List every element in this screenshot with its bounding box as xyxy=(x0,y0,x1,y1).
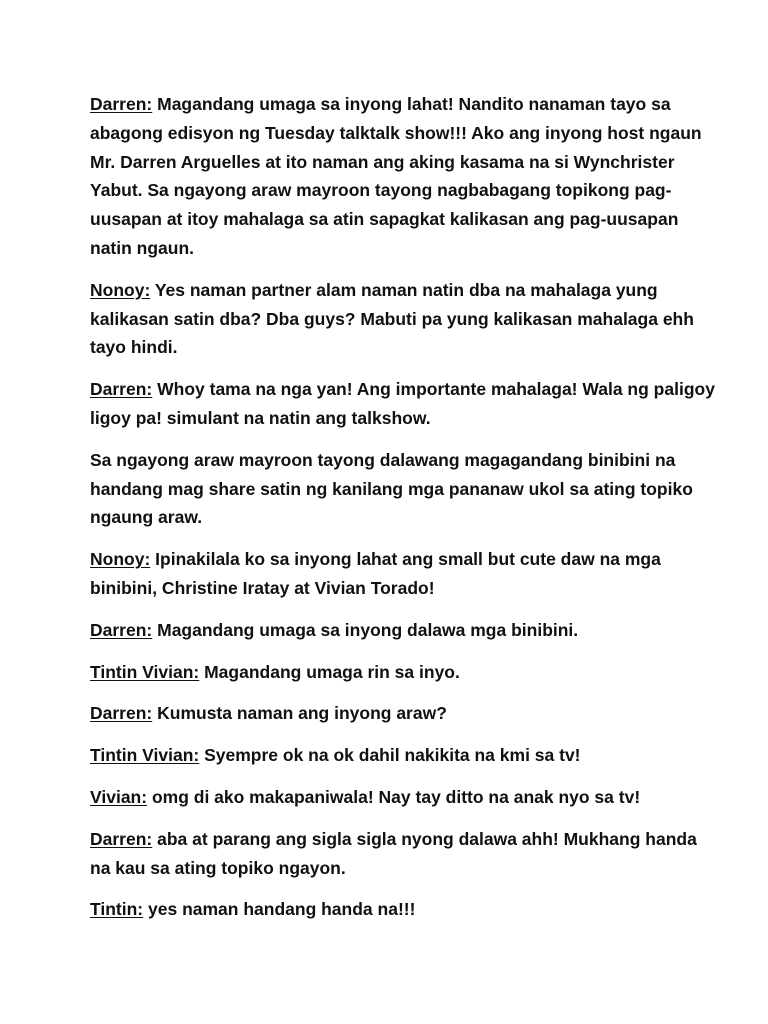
dialogue-line xyxy=(90,90,720,263)
speaker-name: Darren: xyxy=(90,619,153,640)
speaker-name: Tintin Vivian: xyxy=(90,661,200,682)
narration-paragraph xyxy=(90,446,720,532)
dialogue-text: Whoy tama na nga yan! Ang importante mahalaga! Wala ng paligoy ligoy pa! simulant na natin ang talkshow. xyxy=(90,379,715,428)
dialogue-text: Yes naman partner alam naman natin dba na mahalaga yung kalikasan satin dba? Dba guys? Mabuti pa yung kalikasan mahalaga ehh tayo hindi. xyxy=(90,279,694,358)
dialogue-line xyxy=(90,658,720,687)
dialogue-line xyxy=(90,783,720,812)
speaker-name: Vivian: xyxy=(90,786,148,807)
dialogue-text: Ipinakilala ko sa inyong lahat ang small but cute daw na mga binibini, Christine Iratay at Vivian Torado! xyxy=(90,549,661,598)
dialogue-line xyxy=(90,741,720,770)
dialogue-line xyxy=(90,895,720,924)
speaker-name: Nonoy: xyxy=(90,279,151,300)
script-document xyxy=(90,90,720,937)
dialogue-line xyxy=(90,616,720,645)
speaker-name: Tintin: xyxy=(90,899,144,920)
dialogue-line xyxy=(90,545,720,603)
dialogue-text: Magandang umaga sa inyong dalawa mga binibini. xyxy=(157,619,579,640)
speaker-name: Darren: xyxy=(90,379,153,400)
dialogue-line xyxy=(90,825,720,883)
dialogue-text: aba at parang ang sigla sigla nyong dalawa ahh! Mukhang handa na kau sa ating topiko ngayon. xyxy=(90,828,697,878)
dialogue-text: Kumusta naman ang inyong araw? xyxy=(157,703,447,724)
dialogue-text: Sa ngayong araw mayroon tayong dalawang magagandang binibini na handang mag share satin ng kanilang mga pananaw ukol sa ating topiko ngaung araw. xyxy=(90,449,693,528)
dialogue-line xyxy=(90,375,720,433)
dialogue-line xyxy=(90,276,720,362)
dialogue-text: yes naman handang handa na!!! xyxy=(148,899,416,920)
speaker-name: Darren: xyxy=(90,94,153,114)
dialogue-text: Magandang umaga sa inyong lahat! Nandito nanaman tayo sa abagong edisyon ng Tuesday talktalk show!!! Ako ang inyong host ngaun Mr. Darren Arguelles at ito naman ang aking kasama na si Wynchrister Yabut. Sa ngayong araw mayroon tayong nagbabagang topikong pag-uusapan at itoy mahalaga sa atin sapagkat kalikasan ang pag-uusapan natin ngaun. xyxy=(90,94,702,258)
dialogue-text: Syempre ok na ok dahil nakikita na kmi sa tv! xyxy=(204,745,581,766)
speaker-name: Nonoy: xyxy=(90,549,151,570)
speaker-name: Darren: xyxy=(90,703,153,724)
speaker-name: Tintin Vivian: xyxy=(90,745,200,766)
speaker-name: Darren: xyxy=(90,828,153,849)
dialogue-text: Magandang umaga rin sa inyo. xyxy=(204,661,460,682)
dialogue-text: omg di ako makapaniwala! Nay tay ditto na anak nyo sa tv! xyxy=(151,786,641,807)
dialogue-line xyxy=(90,699,720,728)
